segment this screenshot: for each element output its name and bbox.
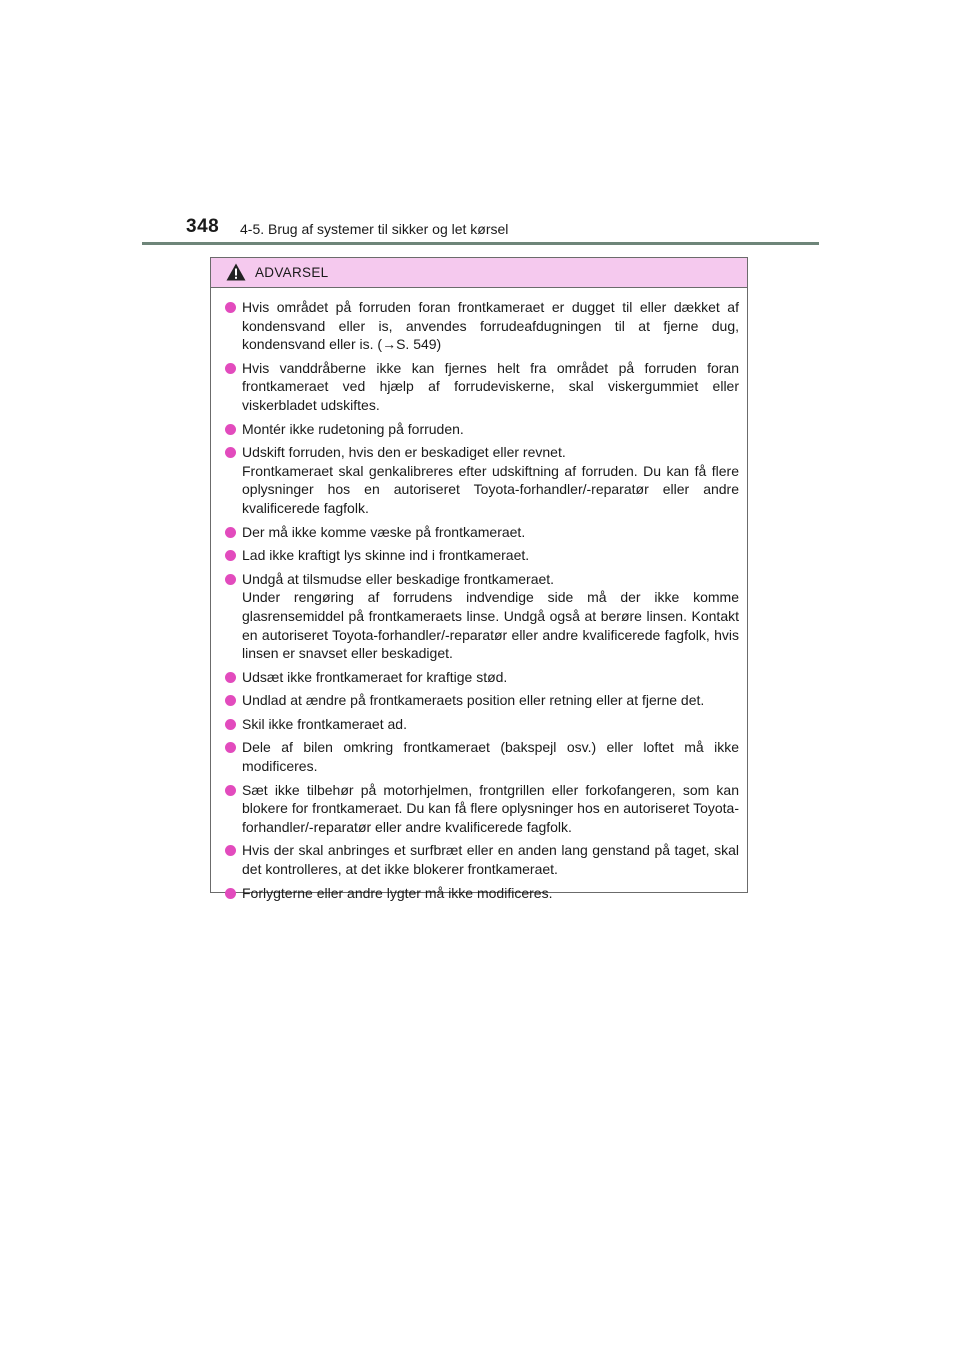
warning-item-text: Der må ikke komme væske på frontkameraet. bbox=[242, 523, 526, 540]
warning-item-text: Hvis der skal anbringes et surfbræt eller en anden lang genstand på taget, skal det kontrolleres, at det ikke blokerer frontkameraet. bbox=[242, 842, 739, 878]
warning-item-text: Montér ikke rudetoning på forruden. bbox=[242, 420, 464, 437]
warning-item-text: Hvis vanddråberne ikke kan fjernes helt fra området på forruden foran frontkameraet ved hjælp af forrudeviskerne, skal viskergummiet eller viskerbladet udskiftes. bbox=[242, 359, 739, 413]
warning-item-text: Sæt ikke tilbehør på motorhjelmen, frontgrillen eller forkofangeren, som kan blokere for frontkameraet. Du kan få flere oplysninger hos en autoriseret Toyota-forhandler/-reparatør eller andre kvalificerede fagfolk. bbox=[242, 781, 739, 835]
section-title: 4-5. Brug af systemer til sikker og let kørsel bbox=[240, 221, 509, 237]
warning-item-text: Lad ikke kraftigt lys skinne ind i frontkameraet. bbox=[242, 547, 530, 564]
bullet-icon bbox=[225, 888, 236, 899]
warning-item-text: Undlad at ændre på frontkameraets position eller retning eller at fjerne det. bbox=[242, 692, 705, 709]
warning-item-text: Dele af bilen omkring frontkameraet (bakspejl osv.) eller loftet må ikke modificeres. bbox=[242, 739, 739, 775]
warning-list-item bbox=[225, 841, 739, 878]
bullet-icon bbox=[225, 695, 236, 706]
warning-list-item bbox=[225, 420, 739, 439]
warning-list-item bbox=[225, 668, 739, 687]
bullet-icon bbox=[225, 845, 236, 856]
header-rule bbox=[142, 242, 819, 245]
bullet-icon bbox=[225, 742, 236, 753]
bullet-icon bbox=[225, 447, 236, 458]
warning-item-text: Undgå at tilsmudse eller beskadige frontkameraet. bbox=[242, 570, 555, 587]
bullet-icon bbox=[225, 574, 236, 585]
warning-list-item bbox=[225, 359, 739, 415]
warning-list-item bbox=[225, 298, 739, 354]
warning-item-text: Under rengøring af forrudens indvendige side må der ikke komme glasrensemiddel på frontkameraets linse. Undgå også at berøre linsen. Kontakt en autoriseret Toyota-forhandler/-reparatør eller andre kvalificerede fagfolk, hvis linsen er snavset eller beskadiget. bbox=[242, 589, 739, 662]
warning-list-item bbox=[225, 884, 739, 903]
warning-item-text: Frontkameraet skal genkalibreres efter udskiftning af forruden. Du kan få flere oplysninger hos en autoriseret Toyota-forhandler/-reparatør eller andre kvalificerede fagfolk. bbox=[242, 462, 739, 516]
bullet-icon bbox=[225, 527, 236, 538]
warning-list-item bbox=[225, 738, 739, 775]
bullet-icon bbox=[225, 719, 236, 730]
bullet-icon bbox=[225, 424, 236, 435]
warning-item-text: Hvis området på forruden foran frontkameraet er dugget til eller dækket af kondensvand eller is, anvendes forrudeafdugningen til at fjerne dug, kondensvand eller is. (→S. 549) bbox=[242, 299, 739, 353]
bullet-icon bbox=[225, 302, 236, 313]
warning-item-text: Skil ikke frontkameraet ad. bbox=[242, 715, 407, 732]
bullet-icon bbox=[225, 672, 236, 683]
warning-list-item bbox=[225, 546, 739, 565]
warning-list-item bbox=[225, 781, 739, 837]
warning-triangle-icon bbox=[226, 263, 246, 281]
page-number: 348 bbox=[186, 216, 220, 237]
warning-list-item bbox=[225, 570, 739, 663]
warning-item-text: Udskift forruden, hvis den er beskadiget eller revnet. bbox=[242, 444, 566, 461]
warning-list-item bbox=[225, 691, 739, 710]
bullet-icon bbox=[225, 550, 236, 561]
warning-list-item bbox=[225, 443, 739, 517]
warning-box bbox=[210, 257, 748, 901]
bullet-icon bbox=[225, 785, 236, 796]
warning-item-text: Udsæt ikke frontkameraet for kraftige stød. bbox=[242, 668, 508, 685]
warning-list bbox=[211, 288, 747, 902]
warning-list-item bbox=[225, 523, 739, 542]
warning-title: ADVARSEL bbox=[255, 265, 329, 280]
warning-item-text: Forlygterne eller andre lygter må ikke modificeres. bbox=[242, 884, 553, 901]
warning-list-item bbox=[225, 715, 739, 734]
bullet-icon bbox=[225, 363, 236, 374]
warning-header bbox=[211, 258, 747, 288]
